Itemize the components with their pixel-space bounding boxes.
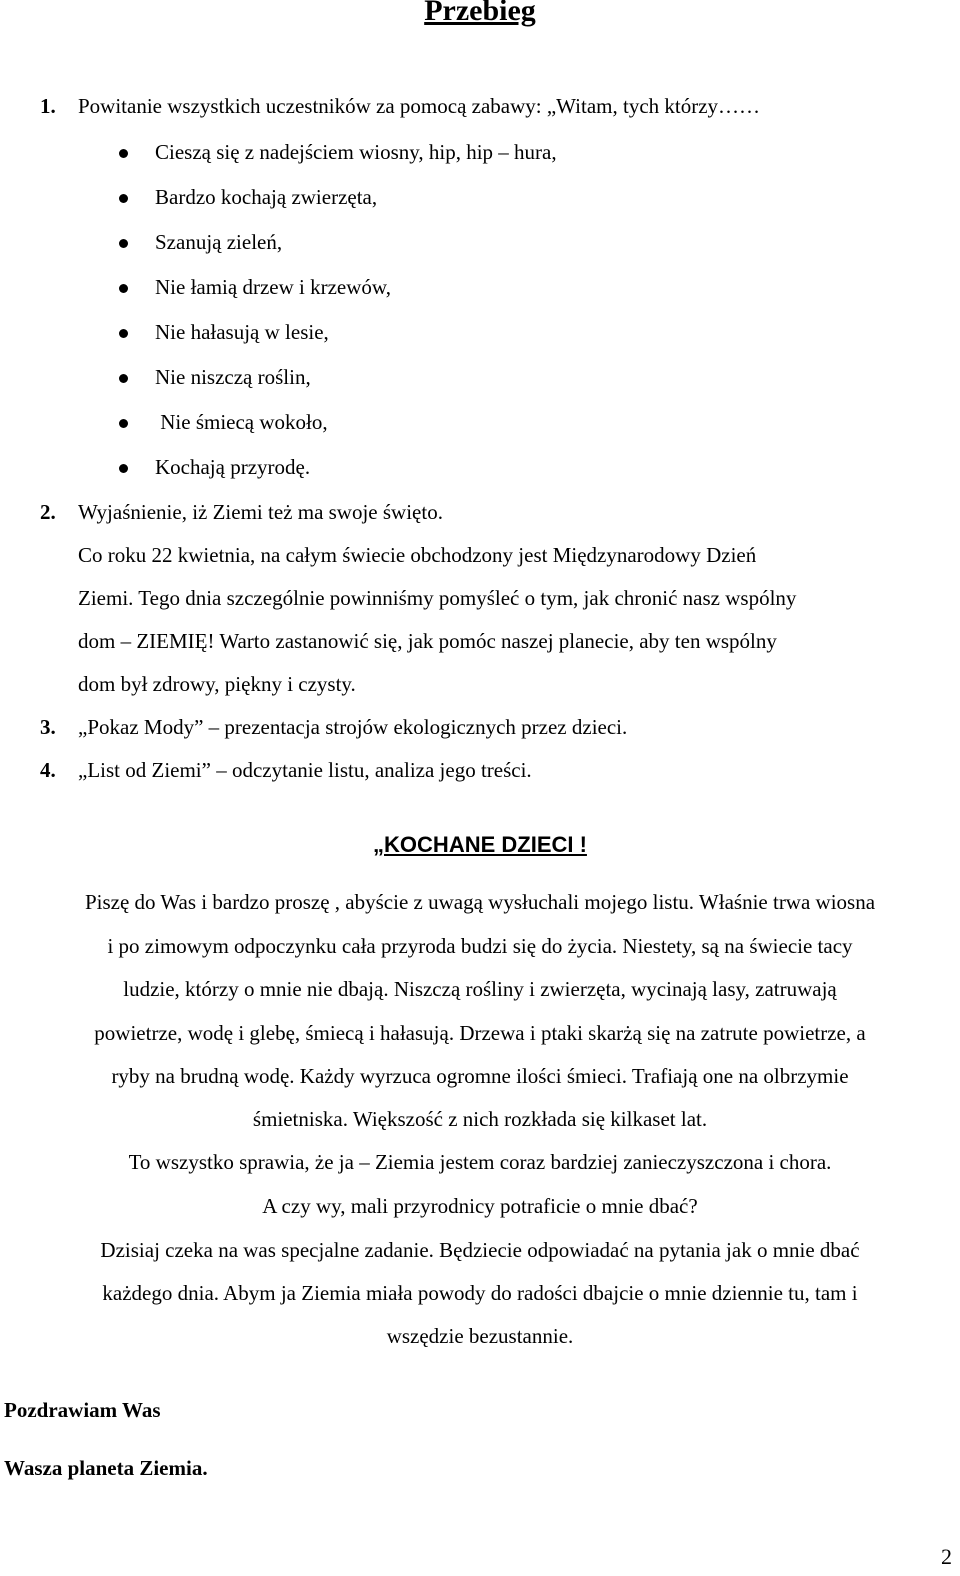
section-number: 4. [40, 758, 56, 782]
bullet-icon [119, 194, 128, 203]
bullet-icon [119, 329, 128, 338]
letter-line: To wszystko sprawia, że ja – Ziemia jestem coraz bardziej zanieczyszczona i chora. [128, 1150, 832, 1174]
section-number: 1. [40, 94, 56, 118]
list-item: Kochają przyrodę. [155, 455, 311, 479]
letter-line: Dzisiaj czeka na was specjalne zadanie. Będziecie odpowiadać na pytania jak o mnie dbać [100, 1238, 860, 1262]
letter-line: śmietniska. Większość z nich rozkłada się kilkaset lat. [252, 1107, 708, 1131]
letter-heading: „KOCHANE DZIECI ! [373, 832, 587, 857]
letter-signature: Wasza planeta Ziemia. [4, 1456, 208, 1480]
letter-line: ludzie, którzy o mnie nie dbają. Niszczą rośliny i zwierzęta, wycinają lasy, zatruwają [123, 977, 837, 1001]
list-item: Nie hałasują w lesie, [155, 320, 329, 344]
list-item: Nie niszczą roślin, [155, 365, 311, 389]
letter-line: każdego dnia. Abym ja Ziemia miała powody do radości dbajcie o mnie dziennie tu, tam i [102, 1281, 858, 1305]
letter-line: A czy wy, mali przyrodnicy potraficie o mnie dbać? [262, 1194, 698, 1218]
letter-line: powietrze, wodę i glebę, śmiecą i hałasują. Drzewa i ptaki skarżą się na zatrute powietrze, a [94, 1021, 866, 1045]
section-text: „List od Ziemi” – odczytanie listu, analiza jego treści. [78, 758, 532, 782]
bullet-icon [119, 374, 128, 383]
list-item: Bardzo kochają zwierzęta, [155, 185, 378, 209]
letter-line: ryby na brudną wodę. Każdy wyrzuca ogromne ilości śmieci. Trafiają one na olbrzymie [111, 1064, 849, 1088]
letter-line: wszędzie bezustannie. [386, 1324, 574, 1348]
page-number: 2 [941, 1544, 952, 1569]
section-line: dom był zdrowy, piękny i czysty. [78, 672, 356, 696]
letter-line: i po zimowym odpoczynku cała przyroda budzi się do życia. Niestety, są na świecie tacy [107, 934, 853, 958]
section-text: „Pokaz Mody” – prezentacja strojów ekologicznych przez dzieci. [78, 715, 628, 739]
letter-line: Piszę do Was i bardzo proszę , abyście z uwagą wysłuchali mojego listu. Właśnie trwa wiosna [84, 890, 876, 914]
bullet-icon [119, 284, 128, 293]
bullet-icon [119, 239, 128, 248]
bullet-icon [119, 419, 128, 428]
bullet-icon [119, 464, 128, 473]
section-number: 3. [40, 715, 56, 739]
list-item: Nie śmiecą wokoło, [155, 410, 328, 434]
letter-closing: Pozdrawiam Was [4, 1398, 161, 1422]
list-item: Szanują zieleń, [155, 230, 283, 254]
bullet-icon [119, 149, 128, 158]
section-line: Wyjaśnienie, iż Ziemi też ma swoje święto. [78, 500, 443, 524]
section-line: Ziemi. Tego dnia szczególnie powinniśmy pomyśleć o tym, jak chronić nasz wspólny [78, 586, 797, 610]
section-number: 2. [40, 500, 56, 524]
section-text: Powitanie wszystkich uczestników za pomocą zabawy: „Witam, tych którzy…… [78, 94, 761, 118]
page-title: Przebieg [424, 0, 536, 27]
section-line: dom – ZIEMIĘ! Warto zastanowić się, jak pomóc naszej planecie, aby ten wspólny [78, 629, 777, 653]
section-line: Co roku 22 kwietnia, na całym świecie obchodzony jest Międzynarodowy Dzień [78, 543, 757, 567]
list-item: Cieszą się z nadejściem wiosny, hip, hip – hura, [155, 140, 557, 164]
list-item: Nie łamią drzew i krzewów, [155, 275, 391, 299]
